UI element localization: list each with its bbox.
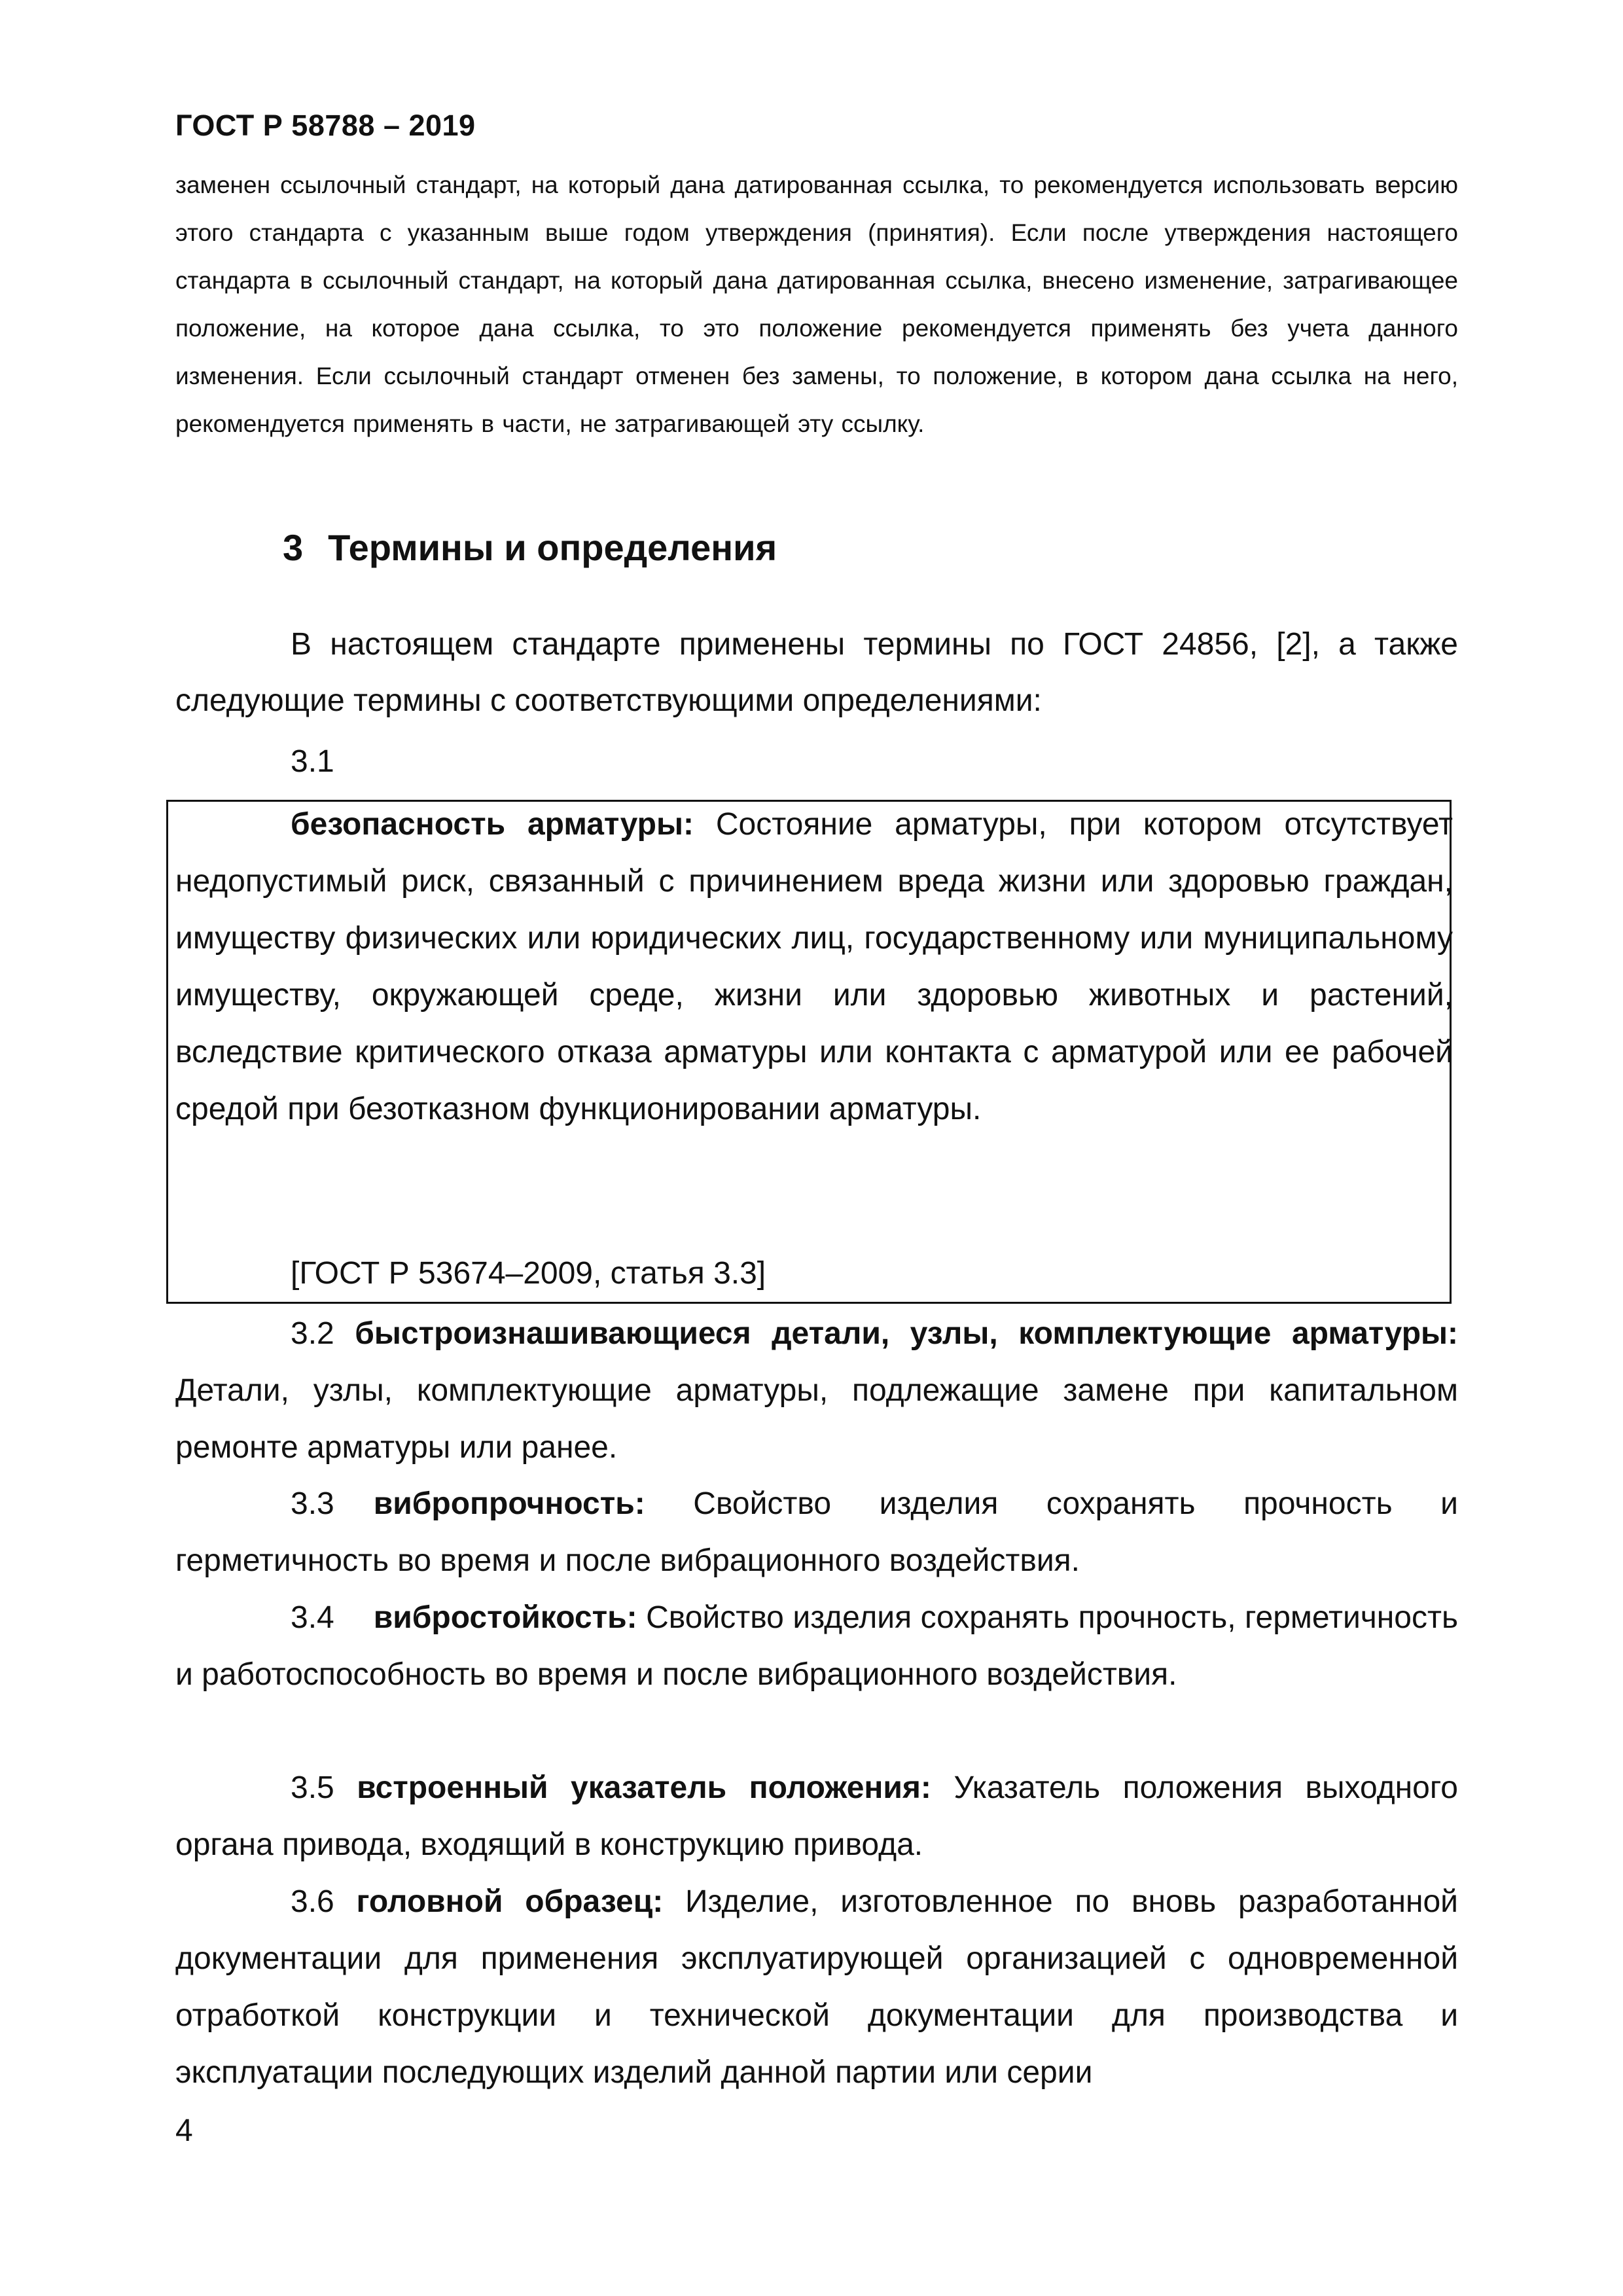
term-3-2-number: 3.2 <box>291 1316 334 1351</box>
section-title <box>283 526 777 569</box>
term-3-2 <box>175 1305 1458 1476</box>
term-3-1-name: безопасность арматуры: <box>291 807 694 842</box>
intro-paragraph: заменен ссылочный стандарт, на который дана датированная ссылка, то рекомендуется использовать версию этого стандарта с указанным выше годом утверждения (принятия). Если после утверждения настоящего стандарта в ссылочный стандарт, на который дана датированная ссылка, внесено изменение, затрагивающее положение, на которое дана ссылка, то это положение рекомендуется применять без учета данного изменения. Если ссылочный стандарт отменен без замены, то положение, в котором дана ссылка на него, рекомендуется применять в части, не затрагивающей эту ссылку. <box>175 171 1458 437</box>
term-3-4-name: вибростойкость: <box>373 1600 637 1635</box>
section-lead-paragraph: В настоящем стандарте применены термины по ГОСТ 24856, [2], а также следующие термины с соответствующими определениями: <box>175 627 1458 718</box>
term-3-5-number: 3.5 <box>291 1770 334 1805</box>
term-3-3-number: 3.3 <box>291 1486 334 1521</box>
page-number: 4 <box>175 2113 193 2148</box>
term-3-3-definition: Свойство изделия сохранять прочность и герметичность во время и после вибрационного воздействия. <box>175 1486 1458 1578</box>
term-3-4 <box>175 1589 1458 1703</box>
term-3-1-definition: Состояние арматуры, при котором отсутствует недопустимый риск, связанный с причинением вреда жизни или здоровью граждан, имуществу физических или юридических лиц, государственному или муниципальному имуществу, окружающей среде, жизни или здоровью животных и растений, вследствие критического отказа арматуры или контакта с арматурой или ее рабочей средой при безотказном функционировании арматуры. <box>175 807 1453 1126</box>
section-number: 3 <box>283 527 304 568</box>
term-3-6-definition: Изделие, изготовленное по вновь разработанной документации для применения эксплуатирующей организацией с одновременной отработкой конструкции и технической документации для производства и эксплуатации последующих изделий данной партии или серии <box>175 1884 1458 2090</box>
term-3-1-text <box>175 796 1453 1138</box>
term-3-4-number: 3.4 <box>291 1600 334 1635</box>
term-3-1-reference: [ГОСТ Р 53674–2009, статья 3.3] <box>291 1256 766 1291</box>
term-3-3 <box>175 1475 1458 1589</box>
term-3-3-name: вибропрочность: <box>373 1486 645 1521</box>
term-3-6-name: головной образец: <box>356 1884 664 1919</box>
term-number-3-1: 3.1 <box>291 744 334 779</box>
section-title-text: Термины и определения <box>328 527 777 568</box>
term-3-5-name: встроенный указатель положения: <box>357 1770 931 1805</box>
term-3-4-definition: Свойство изделия сохранять прочность, герметичность и работоспособность во время и после вибрационного воздействия. <box>175 1600 1458 1692</box>
term-3-5 <box>175 1759 1458 1873</box>
term-3-6-number: 3.6 <box>291 1884 334 1919</box>
document-header: ГОСТ Р 58788 – 2019 <box>175 109 476 142</box>
term-3-5-definition: Указатель положения выходного органа привода, входящий в конструкцию привода. <box>175 1770 1458 1862</box>
term-3-2-name: быстроизнашивающиеся детали, узлы, комплектующие арматуры: <box>355 1316 1458 1351</box>
term-3-2-definition: Детали, узлы, комплектующие арматуры, подлежащие замене при капитальном ремонте арматуры или ранее. <box>175 1373 1458 1465</box>
term-3-6 <box>175 1873 1458 2101</box>
